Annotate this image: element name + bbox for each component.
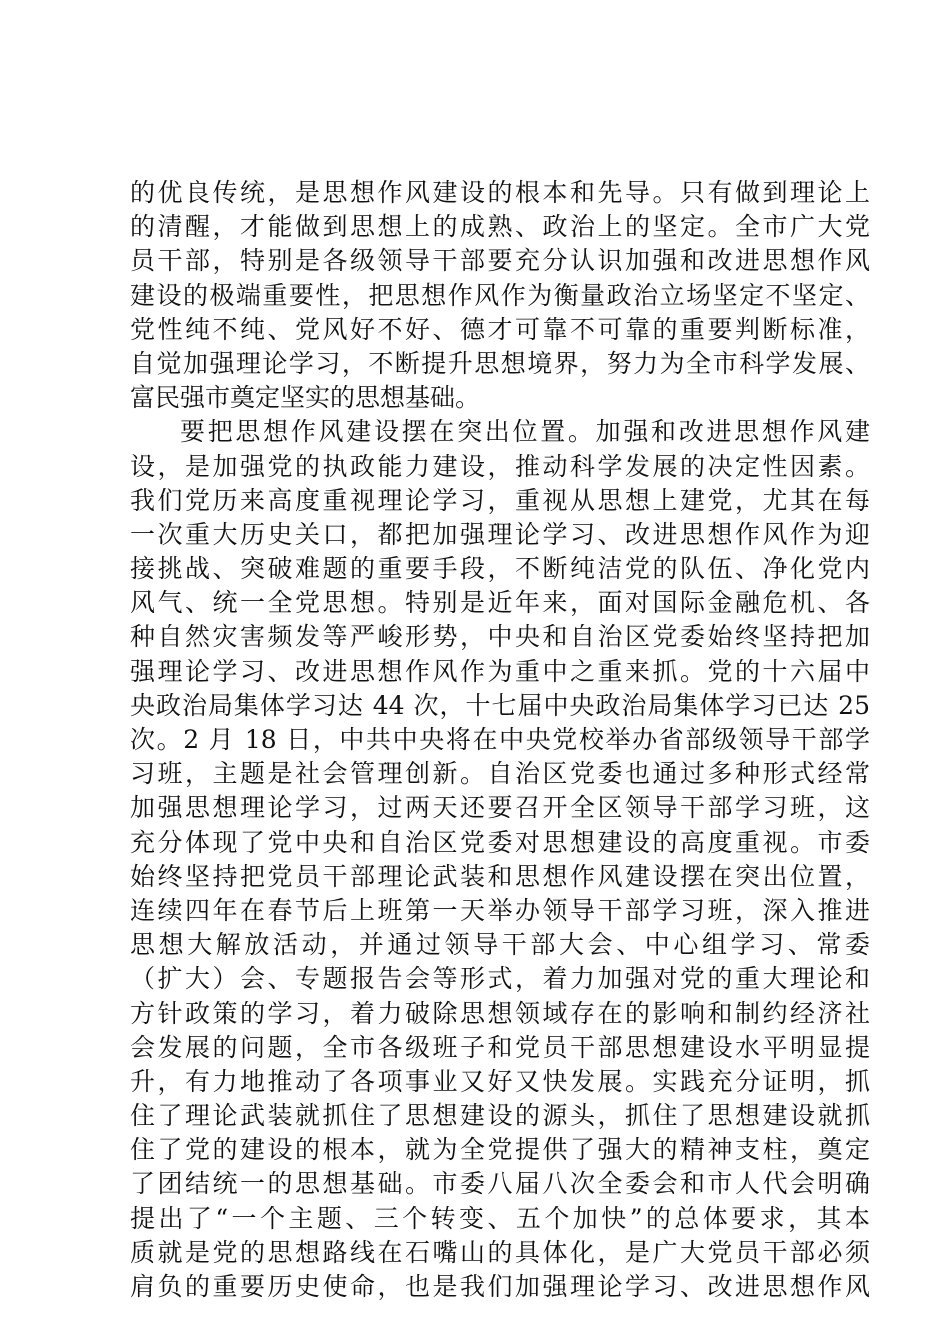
text-line: 设，是加强党的执政能力建设，推动科学发展的决定性因素。 bbox=[130, 451, 870, 481]
text-line: 风气、统一全党思想。特别是近年来，面对国际金融危机、各 bbox=[130, 588, 870, 618]
body-text bbox=[130, 176, 870, 1304]
text-line: 建设的极端重要性，把思想作风作为衡量政治立场坚定不坚定、 bbox=[130, 280, 870, 310]
paragraph-start-line: 要把思想作风建设摆在突出位置。加强和改进思想作风建 bbox=[180, 417, 870, 447]
text-line: 连续四年在春节后上班第一天举办领导干部学习班，深入推进 bbox=[130, 895, 870, 925]
text-line: 富民强市奠定坚实的思想基础。 bbox=[130, 383, 481, 413]
text-line: 方针政策的学习，着力破除思想领域存在的影响和制约经济社 bbox=[130, 998, 870, 1028]
text-line: 央政治局集体学习达 44 次，十七届中央政治局集体学习已达 25 bbox=[130, 690, 870, 720]
text-line: 自觉加强理论学习，不断提升思想境界，努力为全市科学发展、 bbox=[130, 348, 870, 378]
text-line: （扩大）会、专题报告会等形式，着力加强对党的重大理论和 bbox=[130, 964, 870, 994]
text-line: 加强思想理论学习，过两天还要召开全区领导干部学习班，这 bbox=[130, 793, 870, 823]
text-line: 升，有力地推动了各项事业又好又快发展。实践充分证明，抓 bbox=[130, 1066, 870, 1096]
text-line: 思想大解放活动，并通过领导干部大会、中心组学习、常委 bbox=[130, 930, 870, 960]
text-line: 一次重大历史关口，都把加强理论学习、改进思想作风作为迎 bbox=[130, 519, 870, 549]
text-line: 肩负的重要历史使命，也是我们加强理论学习、改进思想作风 bbox=[130, 1272, 870, 1301]
text-line: 员干部，特别是各级领导干部要充分认识加强和改进思想作风 bbox=[130, 246, 870, 276]
text-line: 的优良传统，是思想作风建设的根本和先导。只有做到理论上 bbox=[130, 178, 870, 207]
text-line: 的清醒，才能做到思想上的成熟、政治上的坚定。全市广大党 bbox=[130, 212, 870, 242]
text-line: 次。2 月 18 日，中共中央将在中央党校举办省部级领导干部学 bbox=[130, 725, 870, 754]
text-line: 质就是党的思想路线在石嘴山的具体化，是广大党员干部必须 bbox=[130, 1237, 870, 1267]
text-line: 住了理论武装就抓住了思想建设的源头，抓住了思想建设就抓 bbox=[130, 1101, 870, 1131]
text-line: 充分体现了党中央和自治区党委对思想建设的高度重视。市委 bbox=[130, 827, 870, 857]
text-line: 种自然灾害频发等严峻形势，中央和自治区党委始终坚持把加 bbox=[130, 622, 870, 652]
text-line: 强理论学习、改进思想作风作为重中之重来抓。党的十六届中 bbox=[130, 656, 870, 686]
text-line: 提出了“一个主题、三个转变、五个加快”的总体要求，其本 bbox=[130, 1203, 870, 1233]
text-line: 习班，主题是社会管理创新。自治区党委也通过多种形式经常 bbox=[130, 759, 870, 789]
text-line: 党性纯不纯、党风好不好、德才可靠不可靠的重要判断标准， bbox=[130, 314, 870, 344]
text-line: 住了党的建设的根本，就为全党提供了强大的精神支柱，奠定 bbox=[130, 1135, 870, 1165]
text-line: 我们党历来高度重视理论学习，重视从思想上建党，尤其在每 bbox=[130, 485, 870, 515]
text-line: 会发展的问题，全市各级班子和党员干部思想建设水平明显提 bbox=[130, 1032, 870, 1062]
text-line: 了团结统一的思想基础。市委八届八次全委会和市人代会明确 bbox=[130, 1169, 870, 1199]
text-line: 始终坚持把党员干部理论武装和思想作风建设摆在突出位置， bbox=[130, 861, 870, 891]
text-line: 接挑战、突破难题的重要手段，不断纯洁党的队伍、净化党内 bbox=[130, 554, 870, 584]
